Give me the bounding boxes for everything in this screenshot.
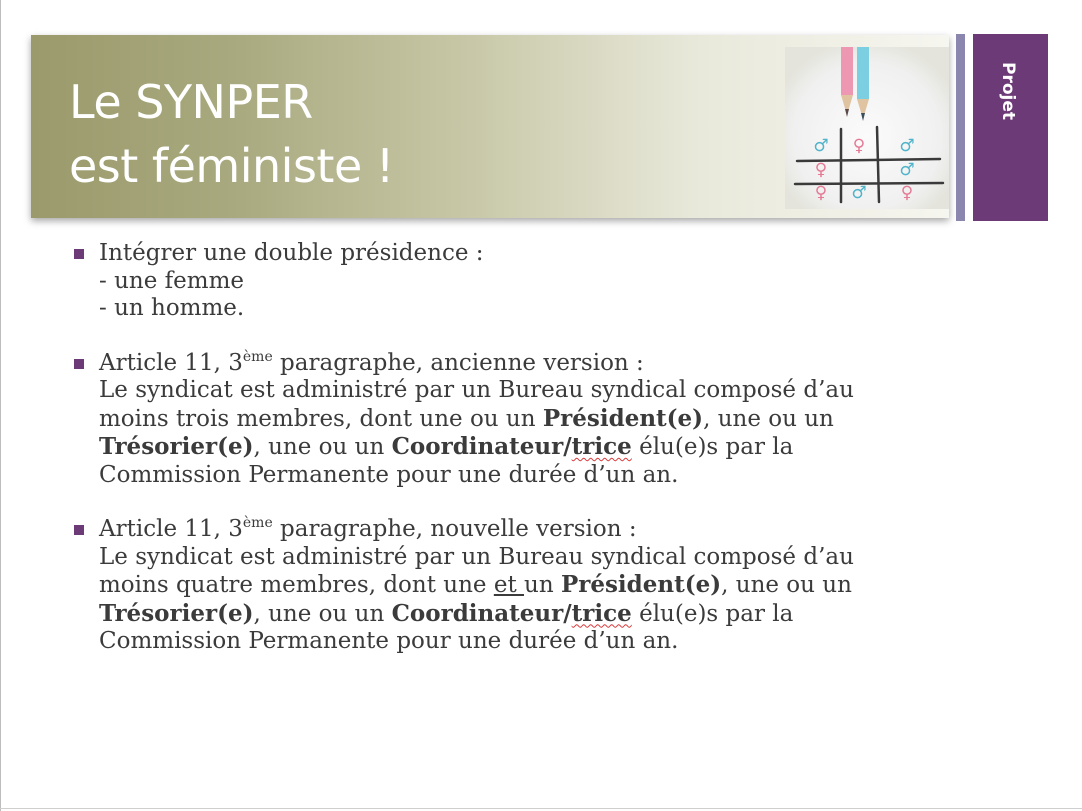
text-line: - un homme. — [99, 295, 245, 321]
text-line: Commission Permanente pour une durée d’un an. — [99, 461, 679, 488]
text-line: Le syndicat est administré par un Bureau syndical composé d’au — [99, 377, 854, 403]
pencils-gender-grid-image — [785, 47, 949, 209]
bullet-marker — [74, 359, 84, 369]
side-tab-label: Projet — [998, 62, 1018, 121]
text-line: moins trois membres, dont une ou un Président(e), une ou un — [99, 404, 834, 432]
male-symbol-icon: ♂ — [813, 136, 829, 156]
slide-title-line-1: Le SYNPER — [69, 75, 313, 129]
slide-left-border — [0, 0, 1, 811]
slide-title-line-2: est féministe ! — [69, 139, 394, 193]
title-banner — [31, 35, 949, 218]
side-tab — [973, 34, 1048, 221]
text-line: Intégrer une double présidence : — [99, 240, 484, 266]
male-symbol-icon: ♂ — [899, 160, 915, 180]
bullet-article-nouvelle-version — [74, 516, 954, 656]
text-line: Commission Permanente pour une durée d’un an. — [99, 628, 679, 654]
text-line: moins quatre membres, dont une et un Président(e), une ou un — [99, 571, 852, 598]
text-line: - une femme — [99, 267, 244, 294]
male-symbol-icon: ♂ — [851, 183, 867, 203]
female-symbol-icon: ♀ — [852, 136, 866, 156]
bullet-list — [74, 240, 954, 683]
female-symbol-icon: ♀ — [900, 183, 914, 203]
bullet-double-presidence — [74, 240, 954, 323]
female-symbol-icon: ♀ — [814, 160, 828, 180]
bullet-marker — [74, 525, 84, 535]
text-line: Trésorier(e), une ou un Coordinateur/trice élu(e)s par la — [99, 433, 794, 460]
slide-bottom-border — [0, 808, 1082, 809]
text-line: Trésorier(e), une ou un Coordinateur/trice élu(e)s par la — [99, 599, 794, 627]
text-line: Le syndicat est administré par un Bureau syndical composé d’au — [99, 543, 854, 570]
bullet-marker — [74, 249, 84, 259]
male-symbol-icon: ♂ — [899, 136, 915, 156]
bullet-heading: Article 11, 3ème paragraphe, nouvelle version : — [99, 515, 637, 542]
bullet-heading: Article 11, 3ème paragraphe, ancienne version : — [99, 348, 644, 376]
bullet-article-ancienne-version — [74, 350, 954, 490]
accent-bar — [956, 34, 965, 221]
female-symbol-icon: ♀ — [814, 183, 828, 203]
